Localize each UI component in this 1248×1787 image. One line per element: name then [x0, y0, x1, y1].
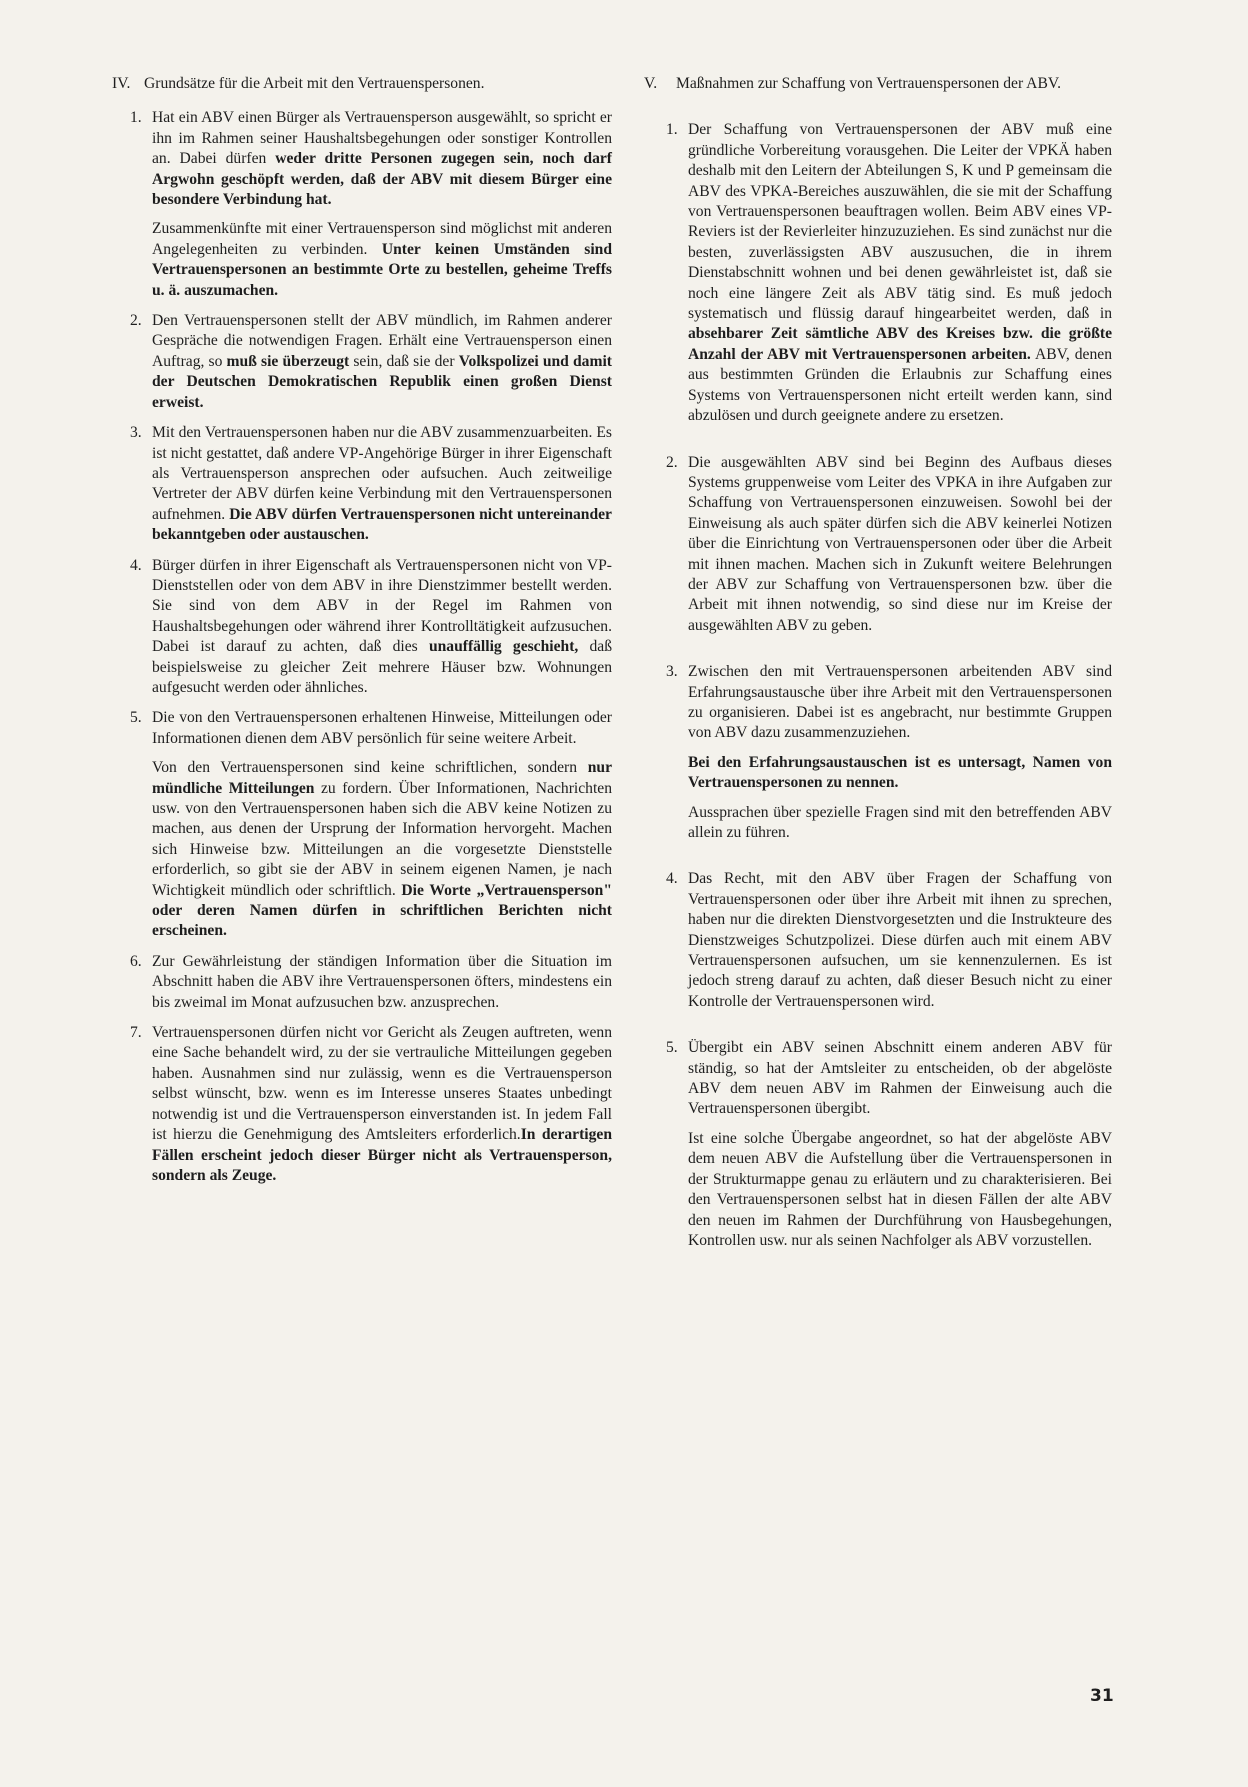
paragraph [688, 803, 1112, 844]
section-heading-v [644, 74, 1112, 94]
text-run: Vertrauenspersonen dürfen nicht vor Gericht als Zeugen auftreten, wenn eine Sache behandelt wird, zu der sie vertrauliche Mitteilungen gegeben haben. Ausnahmen sind nur zulässig, wenn es die Vertrauensperson selbst wünscht, bzw. wenn es im Interesse unseres Staates unbedingt notwendig ist und die Vertrauensperson einverstanden ist. In jedem Fall ist hierzu die Genehmigung des Amtsleiters erforderlich. [152, 1024, 612, 1144]
paragraph [152, 952, 612, 1013]
section-title: Grundsätze für die Arbeit mit den Vertrauenspersonen. [144, 75, 485, 92]
paragraph [152, 1023, 612, 1186]
emphasized-text: muß sie überzeugt [226, 352, 350, 370]
item-body [688, 453, 1112, 637]
numbered-item [112, 556, 612, 699]
item-body [152, 556, 612, 699]
item-number: 6. [130, 952, 142, 970]
paragraph [152, 108, 612, 210]
text-run: Mit den Vertrauenspersonen haben nur die ABV zusammenzuarbeiten. Es ist nicht gestattet, daß andere VP-Angehörige Bürger in ihrer Eigenschaft als Vertrauensperson ansprechen oder aufsuchen. Auch zeitweilige Vertreter der ABV dürfen keine Verbindung mit den Vertrauenspersonen aufnehmen. [152, 424, 612, 523]
paragraph [688, 869, 1112, 1012]
text-run: Die ausgewählten ABV sind bei Beginn des Aufbaus dieses Systems gruppenweise vom Leiter des VPKA in ihre Aufgaben zur Schaffung von Vertrauenspersonen einzuweisen. Sowohl bei der Einweisung als auch später dürfen sich die ABV keinerlei Notizen über die Einrichtung von Vertrauenspersonen oder über die Arbeit mit ihnen machen. Machen sich in Zukunft weitere Belehrungen der ABV zur Schaffung von Vertrauenspersonen bzw. über die Arbeit mit ihnen notwendig, so sind diese nur im Kreise der ausgewählten ABV zu geben. [688, 453, 1112, 634]
text-run: Ist eine solche Übergabe angeordnet, so hat der abgelöste ABV dem neuen ABV die Aufstellung über die Vertrauenspersonen in der Strukturmappe genau zu erläutern und zu charakterisieren. Bei den Vertrauenspersonen selbst hat in diesen Fällen der alte ABV den neuen im Rahmen der Durchführung von Hausbegehungen, Kontrollen usw. nur als seinen Nachfolger als ABV vorzustellen. [688, 1129, 1112, 1249]
emphasized-text: Die ABV dürfen Vertrauenspersonen nicht untereinander bekanntgeben oder austauschen. [152, 505, 612, 544]
text-run: Zur Gewährleistung der ständigen Information über die Situation im Abschnitt haben die ABV ihre Vertrauenspersonen öfters, mindestens ein bis zweimal im Monat aufzusuchen bzw. anzusprechen. [152, 952, 612, 1011]
item-body [688, 1038, 1112, 1251]
item-body [152, 423, 612, 545]
numbered-item [112, 1023, 612, 1186]
section-number: IV. [112, 75, 131, 92]
emphasized-text: In derartigen Fällen erscheint jedoch dieser Bürger nicht als Vertrauensperson, sondern als Zeuge. [152, 1126, 612, 1184]
text-run: Übergibt ein ABV seinen Abschnitt einem anderen ABV für ständig, so hat der Amtsleiter zu entscheiden, ob der abgelöste ABV dem neuen ABV im Rahmen der Einweisung auch die Vertrauenspersonen übergibt. [688, 1039, 1112, 1118]
paragraph [152, 708, 612, 749]
paragraph [152, 758, 612, 942]
item-body [152, 1023, 612, 1186]
numbered-item [644, 453, 1112, 637]
numbered-item [112, 311, 612, 413]
emphasized-text: nur mündliche Mitteilungen [152, 759, 612, 797]
text-run: Hat ein ABV einen Bürger als Vertrauensperson ausgewählt, so spricht er ihn im Rahmen seiner Haushaltsbegehungen oder sonstiger Kontrollen an. Dabei dürfen [152, 109, 612, 168]
emphasized-text: Volkspolizei und damit der Deutschen Demokratischen Republik einen großen Dienst erweist. [152, 352, 612, 411]
item-number: 2. [666, 453, 678, 471]
paragraph [152, 219, 612, 301]
emphasized-text: Die Worte „Vertrauensperson" oder deren Namen dürfen in schriftlichen Berichten nicht erscheinen. [152, 881, 612, 940]
text-run: Der Schaffung von Vertrauenspersonen der ABV muß eine gründliche Vorbereitung vorausgehen. Die Leiter der VPKÄ haben deshalb mit den Leitern der Abteilungen S, K und P gemeinsam die ABV des VPKA-Bereiches auszuwählen, die sie mit der Schaffung von Vertrauenspersonen beauftragen wollen. Beim ABV eines VP-Reviers ist der Revierleiter hinzuzuziehen. Es sind zunächst nur die besten, zuverlässigsten ABV auszusuchen, die in ihrem Dienstabschnitt wohnen und bei denen gewährleistet ist, daß sie noch eine längere Zeit als ABV tätig sind. Es muß jedoch systematisch und flüssig darauf hingearbeitet werden, daß in [688, 121, 1112, 323]
item-body [152, 952, 612, 1013]
numbered-item [112, 423, 612, 545]
item-number: 3. [666, 663, 678, 681]
paragraph [688, 453, 1112, 637]
text-run: Aussprachen über spezielle Fragen sind mit den betreffenden ABV allein zu führen. [688, 803, 1112, 841]
item-number: 7. [130, 1024, 142, 1042]
item-body [152, 708, 612, 941]
item-number: 2. [130, 312, 142, 330]
text-run: zu fordern. Über Informationen, Nachrichten usw. von den Vertrauenspersonen haben sich die ABV keine Notizen zu machen, aus denen der Ursprung der Information hervorgeht. Machen sich Hinweise bzw. Mitteilungen an die vorgesetzte Dienststelle erforderlich, so gibt sie der ABV in seinem eigenen Namen, je nach Wichtigkeit mündlich oder schriftlich. [152, 779, 613, 899]
item-number: 4. [666, 870, 678, 888]
text-run: sein, daß sie der [349, 352, 459, 370]
item-body [688, 869, 1112, 1012]
numbered-item [112, 108, 612, 301]
item-number: 5. [130, 709, 142, 727]
paragraph [152, 556, 612, 699]
text-run: ABV, denen aus bestimmten Gründen die Erlaubnis zur Schaffung eines Systems von Vertrauenspersonen nicht erteilt werden kann, sind abzulösen und durch geeignete andere zu ersetzen. [688, 345, 1112, 425]
text-run: Die von den Vertrauenspersonen erhaltenen Hinweise, Mitteilungen oder Informationen dienen dem ABV persönlich für seine weitere Arbeit. [152, 709, 612, 747]
text-run: daß beispielsweise zu gleicher Zeit mehrere Häuser bzw. Wohnungen aufgesucht werden oder ähnliches. [152, 638, 612, 696]
item-number: 5. [666, 1039, 678, 1057]
paragraph [152, 311, 612, 413]
text-run: Von den Vertrauenspersonen sind keine schriftlichen, sondern [152, 759, 588, 777]
paragraph [152, 423, 612, 545]
paragraph [688, 753, 1112, 794]
left-item-list [112, 108, 612, 1186]
paragraph [688, 662, 1112, 744]
numbered-item [644, 1038, 1112, 1251]
item-body [152, 108, 612, 301]
section-heading-iv [112, 74, 612, 94]
emphasized-text: unauffällig geschieht, [428, 638, 579, 656]
paragraph [688, 1038, 1112, 1120]
left-column [112, 74, 612, 1196]
item-body [688, 662, 1112, 843]
numbered-item [112, 708, 612, 941]
emphasized-text: absehbarer Zeit sämtliche ABV des Kreises bzw. die größte Anzahl der ABV mit Vertrauenspersonen arbeiten. [688, 325, 1112, 363]
text-run: Den Vertrauenspersonen stellt der ABV mündlich, im Rahmen anderer Gespräche die notwendigen Fragen. Erhält eine Vertrauensperson einen Auftrag, so [152, 312, 612, 370]
text-run: Bürger dürfen in ihrer Eigenschaft als Vertrauenspersonen nicht von VP-Dienststellen oder von dem ABV in ihre Dienstzimmer bestellt werden. Sie sind von dem ABV in der Regel im Rahmen von Haushaltsbegehungen oder während ihrer Kontrolltätigkeit aufzusuchen. Dabei ist darauf zu achten, daß dies [152, 556, 612, 656]
numbered-item [644, 120, 1112, 426]
paragraph [688, 120, 1112, 426]
text-run: Zwischen den mit Vertrauenspersonen arbeitenden ABV sind Erfahrungsaustausche über ihre Arbeit mit den Vertrauenspersonen zu organisieren. Dabei ist es angebracht, nur bestimmte Gruppen von ABV dazu zusammenzuziehen. [688, 663, 1112, 742]
text-run: Zusammenkünfte mit einer Vertrauensperson sind möglichst mit anderen Angelegenheiten zu verbinden. [152, 220, 612, 258]
right-item-list [644, 120, 1112, 1251]
item-number: 1. [130, 109, 142, 127]
numbered-item [112, 952, 612, 1013]
item-number: 3. [130, 424, 142, 442]
item-number: 4. [130, 556, 142, 574]
section-number: V. [644, 75, 658, 92]
right-column [644, 74, 1112, 1277]
emphasized-text: Unter keinen Umständen sind Vertrauenspersonen an bestimmte Orte zu bestellen, geheime Treffs u. ä. auszumachen. [152, 240, 612, 299]
emphasized-text: Bei den Erfahrungsaustauschen ist es untersagt, Namen von Vertrauenspersonen zu nennen. [688, 753, 1112, 792]
section-title: Maßnahmen zur Schaffung von Vertrauenspersonen der ABV. [676, 75, 1061, 92]
numbered-item [644, 662, 1112, 843]
numbered-item [644, 869, 1112, 1012]
item-body [688, 120, 1112, 426]
item-number: 1. [666, 121, 678, 139]
paragraph [688, 1129, 1112, 1251]
item-body [152, 311, 612, 413]
text-run: Das Recht, mit den ABV über Fragen der Schaffung von Vertrauenspersonen oder über ihre Arbeit mit ihnen zu sprechen, haben nur die direkten Dienstvorgesetzten und die Instrukteure des Dienstzweiges Schutzpolizei. Diese dürfen auch mit einem ABV Vertrauenspersonen aufsuchen, um sie kennenzulernen. Es ist jedoch streng darauf zu achten, daß dieser Besuch nicht zu einer Kontrolle der Vertrauenspersonen wird. [688, 870, 1112, 1010]
emphasized-text: weder dritte Personen zugegen sein, noch darf Argwohn geschöpft werden, daß der ABV mit diesem Bürger eine besondere Verbindung hat. [152, 150, 612, 209]
page-number: 31 [1090, 1686, 1114, 1706]
